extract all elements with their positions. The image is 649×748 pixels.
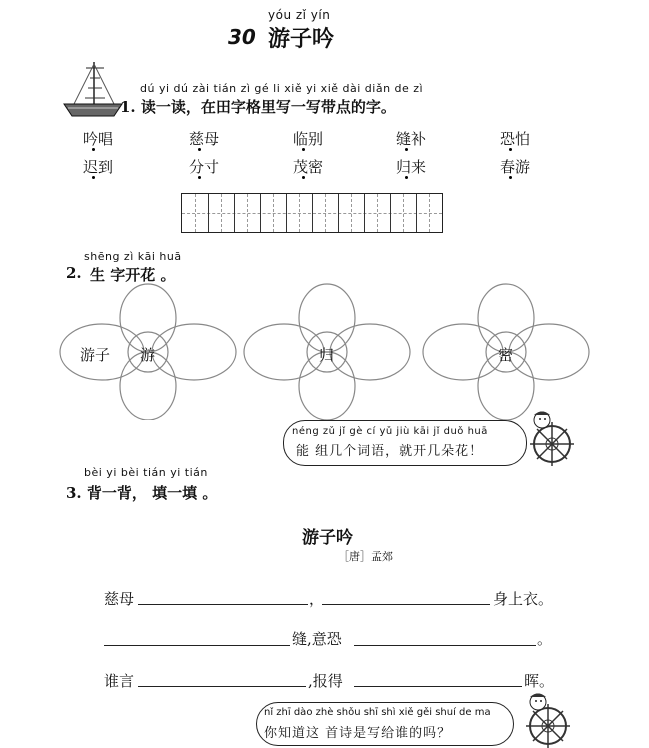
emphasis-dot	[509, 176, 512, 179]
word-5: 恐怕	[500, 130, 531, 148]
emphasis-dot	[405, 176, 408, 179]
word-10: 春游	[500, 158, 531, 176]
title-pinyin: yóu zǐ yín	[268, 8, 331, 22]
word-8: 茂密	[293, 158, 324, 176]
answer-blank[interactable]	[354, 645, 536, 646]
grid-cell[interactable]	[416, 194, 442, 232]
writing-grid[interactable]	[181, 193, 443, 233]
grid-cell[interactable]	[208, 194, 235, 232]
grid-cell[interactable]	[364, 194, 391, 232]
emphasis-dot	[92, 176, 95, 179]
q3-instruction: 3. 背一背， 填一填 。	[66, 484, 218, 502]
grid-cell[interactable]	[182, 194, 209, 232]
word-7: 分寸	[189, 158, 220, 176]
petal	[330, 324, 410, 380]
petal	[509, 324, 589, 380]
child-mascot-illustration-2	[520, 690, 572, 748]
q2-instruction: 生 字开花 。	[90, 266, 176, 284]
hint-bubble-text: 能 组几个词语，就开几朵花！	[296, 444, 484, 459]
poem-line3-start: 谁言	[104, 672, 135, 690]
answer-blank[interactable]	[354, 686, 522, 687]
emphasis-dot	[509, 148, 512, 151]
page-title: 游子吟	[268, 26, 335, 52]
poem-line2-end: 。	[537, 630, 553, 648]
hint-bubble-pinyin: néng zǔ jǐ gè cí yǔ jiù kāi jǐ duǒ huā	[292, 426, 488, 437]
child-mascot-illustration	[524, 408, 576, 468]
word-9: 归来	[396, 158, 427, 176]
emphasis-dot	[302, 148, 305, 151]
petal	[152, 324, 236, 380]
grid-cell[interactable]	[286, 194, 313, 232]
word-4: 缝补	[396, 130, 427, 148]
lesson-number: 30	[228, 25, 256, 49]
emphasis-dot	[198, 148, 201, 151]
poem-line1-start: 慈母	[104, 590, 135, 608]
petal	[299, 284, 355, 352]
flower3-center-char: 密	[498, 346, 514, 364]
petal	[120, 284, 176, 352]
q3-pinyin: bèi yi bèi tián yi tián	[84, 466, 208, 479]
answer-blank[interactable]	[138, 686, 306, 687]
q2-pinyin: shēng zì kāi huā	[84, 250, 182, 263]
poem-title: 游子吟	[302, 528, 353, 548]
boat-illustration	[60, 60, 126, 120]
petal	[423, 324, 503, 380]
emphasis-dot	[405, 148, 408, 151]
grid-cell[interactable]	[260, 194, 287, 232]
poem-line2-mid: 缝,意恐	[292, 630, 342, 648]
flower2-center-char: 归	[319, 346, 335, 364]
emphasis-dot	[302, 176, 305, 179]
word-1: 吟唱	[83, 130, 114, 148]
emphasis-dot	[92, 148, 95, 151]
grid-cell[interactable]	[338, 194, 365, 232]
grid-cell[interactable]	[234, 194, 261, 232]
answer-blank[interactable]	[138, 604, 308, 605]
word-3: 临别	[293, 130, 324, 148]
poem-author: ［唐］孟郊	[338, 550, 393, 563]
poem-line3-mid: ,报得	[308, 672, 343, 690]
flower1-word[interactable]: 游子	[80, 346, 111, 364]
hint-bubble-2-pinyin: nǐ zhī dào zhè shǒu shī shì xiě gěi shuí de ma	[264, 707, 491, 718]
emphasis-dot	[198, 176, 201, 179]
grid-cell[interactable]	[312, 194, 339, 232]
q2-number: 2.	[66, 264, 82, 282]
q1-instruction: 1. 读一读，在田字格里写一写带点的字。	[120, 98, 396, 116]
flower1-center-char: 游	[140, 346, 156, 364]
poem-line3-end: 晖。	[524, 672, 555, 690]
poem-line1-comma: ，	[309, 590, 325, 608]
poem-line1-end: 身上衣。	[493, 590, 554, 608]
petal	[478, 284, 534, 352]
answer-blank[interactable]	[104, 645, 290, 646]
answer-blank[interactable]	[322, 604, 490, 605]
grid-cell[interactable]	[390, 194, 417, 232]
hint-bubble-2-text: 你知道这 首诗是写给谁的吗？	[264, 726, 452, 741]
word-6: 迟到	[83, 158, 114, 176]
q1-pinyin: dú yi dú zài tián zì gé li xiě yi xiě dài diǎn de zì	[140, 82, 424, 95]
petal	[244, 324, 324, 380]
word-2: 慈母	[189, 130, 220, 148]
